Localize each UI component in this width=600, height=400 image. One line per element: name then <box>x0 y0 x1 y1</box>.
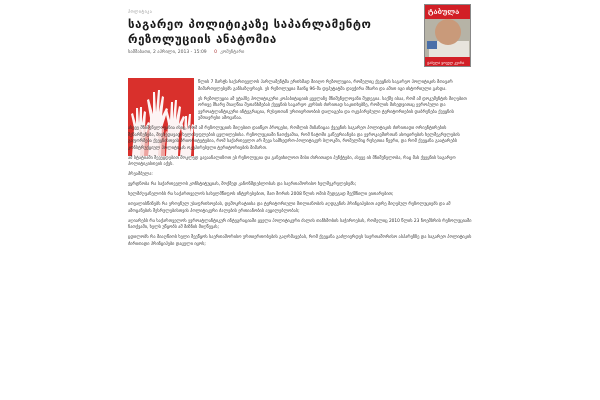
article-meta <box>128 50 244 55</box>
preamble-item: ეყრდნობა რა საქართველოს კონსტიტუციას, მოქმედ კანონმდებლობას და საერთაშორისო ხელშეკრულებებს; <box>128 182 357 187</box>
article-paragraph: ამ სტატიაში შევეცდებით მოკლედ გავაანალიზოთ ეს რეზოლუცია და განვიხილოთ მისი ძირითადი პუნქტები, ასევე ის მნიშვნელობა, რაც მას ქვეყნის საგარეო პოლიტიკისთვის აქვს. <box>128 155 456 167</box>
preamble-heading: პრეამბულა: <box>128 172 153 177</box>
cover-figure-face <box>435 19 461 45</box>
preamble-item: ითვალისწინებს რა ეროვნულ უსაფრთხოებას, დემოკრატიისა და ტერიტორიული მთლიანობის აღდგენის პრინციპებით ადრე მიღებულ რეზოლუციებს და ამ ამოცანების შესრულებისთვის პოლიტიკური ძალების ერთიანობის აუცილებლობას; <box>128 202 451 214</box>
preamble-item: ხელმძღვანელობს რა საქართველოს სახელმწიფოს ინტერესებით, მათ შორის 2008 წლის ომის შედეგად შექმნილი ვითარებით; <box>128 192 394 197</box>
preamble-item: აღიარებს რა საქართველოს ევროატლანტიკურ ინტეგრაციაში ყველა პოლიტიკური ძალის თანხმობის საჭიროებას, რომელიც 2010 წლის 23 ნოემბრის რეზოლუციაში ნათქვამი, ხელს უწყობს ამ მიზნის მიღწევას; <box>128 218 472 230</box>
category-label[interactable]: პოლიტიკა <box>128 9 153 14</box>
cover-masthead <box>425 5 470 19</box>
article-date: სამშაბათი, 2 აპრილი, 2013 - 15:09 <box>128 50 207 55</box>
article-paragraph: ეს რეზოლუცია ამ ეტაპზე პოლიტიკური კოჰაბიტაციის ყველაზე მნიშვნელოვანი შედეგია. საქმე ისაა, რომ ამ დოკუმენტის მიღებით ორივე მხარე მიაღწია შეთანხმებას ქვეყნის საგარეო კურსის ძირითად საკითხებზე, რომლის მიხედვითაც ევროპული და ევროატლანტიკური ინტეგრაცია, რუსეთთან ურთიერთობის დალაგება და ოკუპირებული ტერიტორიების დაბრუნება ქვეყნის უმთავრესი ამოცანაა. <box>198 96 467 121</box>
article-header <box>0 0 600 72</box>
article-paragraph: ასევე მნიშვნელოვანია ისიც, რომ ამ რეზოლუციის მიღებით დაიწყო პროცესი, რომლის მიზანიცაა ქვეყნის საგარეო პოლიტიკის ძირითადი ორიენტირების შენარჩუნება, მიუხედავად ხელისუფლების ცვლილებისა. რეზოლუციაში ნათქვამია, რომ ნატოში გაწევრიანება და ევროკავშირთან ასოცირების ხელშეკრულების გაფორმება ქვეყნისთვის პრიორიტეტებია, რომ საქართველო არ შევა სამხედრო-პოლიტიკურ ბლოკში, რომელშიც რუსეთია წევრი, და რომ ქვეყანა გაატარებს კონსტრუქციულ პოლიტიკას ოკუპირებული ტერიტორიების მიმართ. <box>128 126 460 151</box>
preamble-item: ცდილობს რა მიაღწიოს ხელი შეეწყოს საერთაშორისო ურთიერთობების გაღრმავებას, რომ ქვეყანა გაძლიერდეს საერთაშორისო ასპარეზზე და საგარეო პოლიტიკის ძირითადი პრინციპები დაცული იყოს; <box>128 235 472 247</box>
article-title: საგარეო პოლიტიკაზე საპარლამენტო რეზოლუციის ანატომია <box>128 17 372 46</box>
magazine-cover-thumbnail[interactable] <box>424 4 471 67</box>
cover-bottom-text: ტაბულა ყოველ კვირა <box>427 61 465 65</box>
comments-count: 0 <box>214 50 217 55</box>
article-paragraph: წლის 7 მარტს საქართველოს პარლამენტმა ერთხმად მიიღო რეზოლუცია, რომელიც ქვეყნის საგარეო პოლიტიკის მთავარ მიმართულებებს განსაზღვრავს. ეს რეზოლუცია მაინც 96-მა დეპუტატმა დაუჭირა მხარი და ამით იგი ისტორიული გახდა. <box>198 80 453 92</box>
cover-masthead-text: ტაბულა <box>428 7 460 16</box>
cover-sign <box>427 41 437 49</box>
cover-bottom-banner <box>425 57 470 66</box>
article-body <box>128 80 473 252</box>
comments-label: კომენტარი <box>220 50 245 55</box>
comments-link[interactable] <box>214 50 244 55</box>
